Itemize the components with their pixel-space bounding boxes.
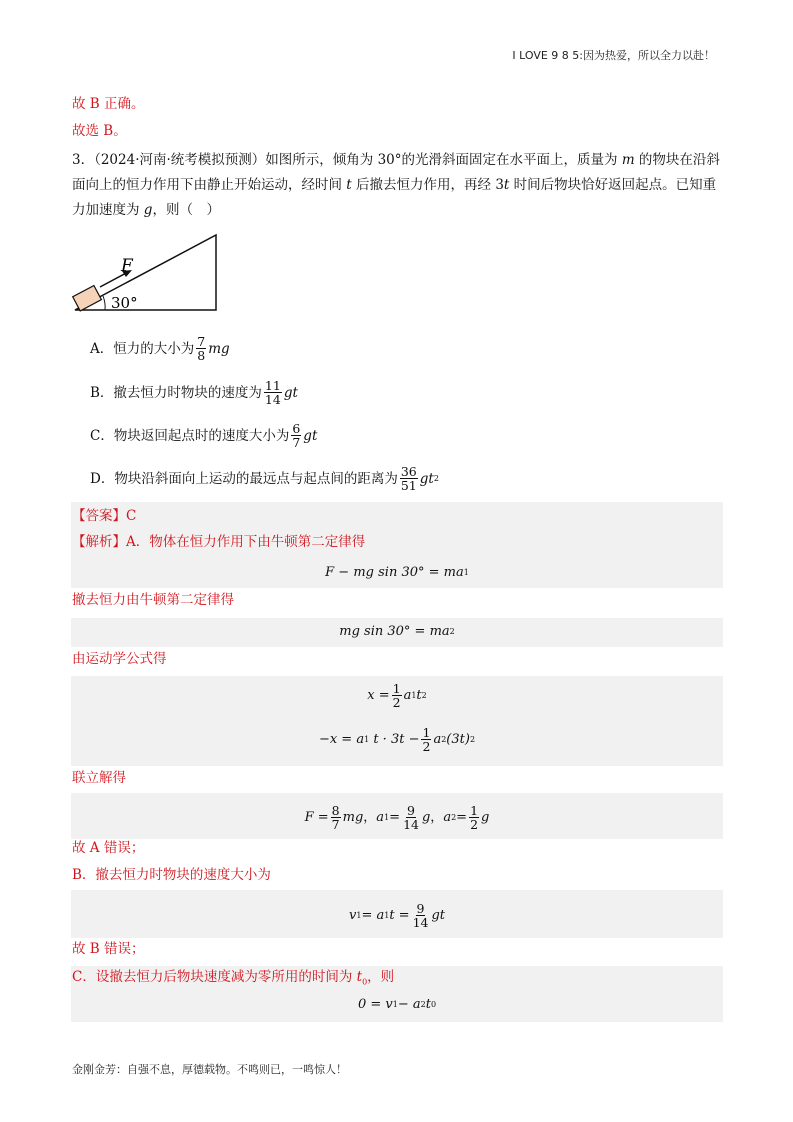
fraction: $\frac{36}{51}$ [400,464,417,493]
prev-conclusion: 故 B 正确。 [72,96,145,112]
option-d[interactable]: D．物块沿斜面向上运动的最远点与起点间的距离为 $\frac{36}{51}$ gt 2 [90,464,439,493]
page-header: I LOVE 9 8 5:因为热爱，所以全力以赴！ [512,49,715,62]
equation-1: F − mg sin 30° = ma 1 [325,565,469,580]
equation-2: mg sin 30° = ma 2 [339,624,455,639]
analysis-text-3: 由运动学公式得 [72,651,167,667]
analysis-b-wrong: 故 B 错误； [72,941,145,957]
option-c[interactable]: C．物块返回起点时的速度大小为 $\frac{6}{7}$ gt [90,421,318,450]
analysis-text-2: 撤去恒力由牛顿第二定律得 [72,592,234,608]
fraction: $\frac{7}{8}$ [197,334,206,363]
force-label: F [121,256,133,276]
equation-7: 0 = v 1 − a 2 t 0 [357,997,437,1012]
prev-choice: 故选 B。 [72,123,127,139]
equation-box-3 [71,676,723,766]
analysis-c-intro: C．设撤去恒力后物块速度减为零所用的时间为 $t_0$，则 [72,969,395,987]
answer: 【答案】C [72,508,137,524]
angle-label: 30° [111,294,138,312]
equation-6: v 1 = a 1 t = $\frac{9}{14}$ gt [348,901,446,930]
equation-box-1 [71,560,723,588]
equation-box-6 [71,890,723,938]
question-source: （2024·河南·统考模拟预测） [94,152,266,168]
equation-box-2 [71,618,723,647]
option-b[interactable]: B．撤去恒力时物块的速度为 $\frac{11}{14}$ gt [90,378,298,407]
page-footer: 金刚金芳：自强不息，厚德载物。不鸣则已，一鸣惊人！ [72,1063,347,1076]
fraction: $\frac{11}{14}$ [264,378,281,407]
equation-3: x = $\frac{1}{2}$ a 1 t 2 [367,681,427,710]
equation-4: −x = a 1 t · 3t − $\frac{1}{2}$ a 2 (3t) 2 [318,725,476,754]
analysis-a-wrong: 故 A 错误； [72,840,145,856]
incline-figure [70,232,220,314]
equation-box-5 [71,793,723,839]
fraction: $\frac{6}{7}$ [292,421,301,450]
analysis-intro: 【解析】A．物体在恒力作用下由牛顿第二定律得 [72,534,366,550]
question-3: 3．（2024·河南·统考模拟预测）如图所示，倾角为 30°的光滑斜面固定在水平面上，质量为 m 的物块在沿斜面向上的恒力作用下由静止开始运动，经时间 t 后撤去恒力作用，再经 3t 时间后物块恰好返回起点。已知重力加速度为 g，则（ ） [72,152,720,218]
analysis-b-intro: B．撤去恒力时物块的速度大小为 [72,867,271,883]
question-number: 3． [72,152,95,168]
analysis-text-4: 联立解得 [72,770,126,786]
equation-5: F = $\frac{8}{7}$ mg ， a 1 = $\frac{9}{14}$ g ， a 2 = $\frac{1}{2}$ g [304,803,490,832]
option-a[interactable]: A．恒力的大小为 $\frac{7}{8}$ mg [90,334,230,363]
